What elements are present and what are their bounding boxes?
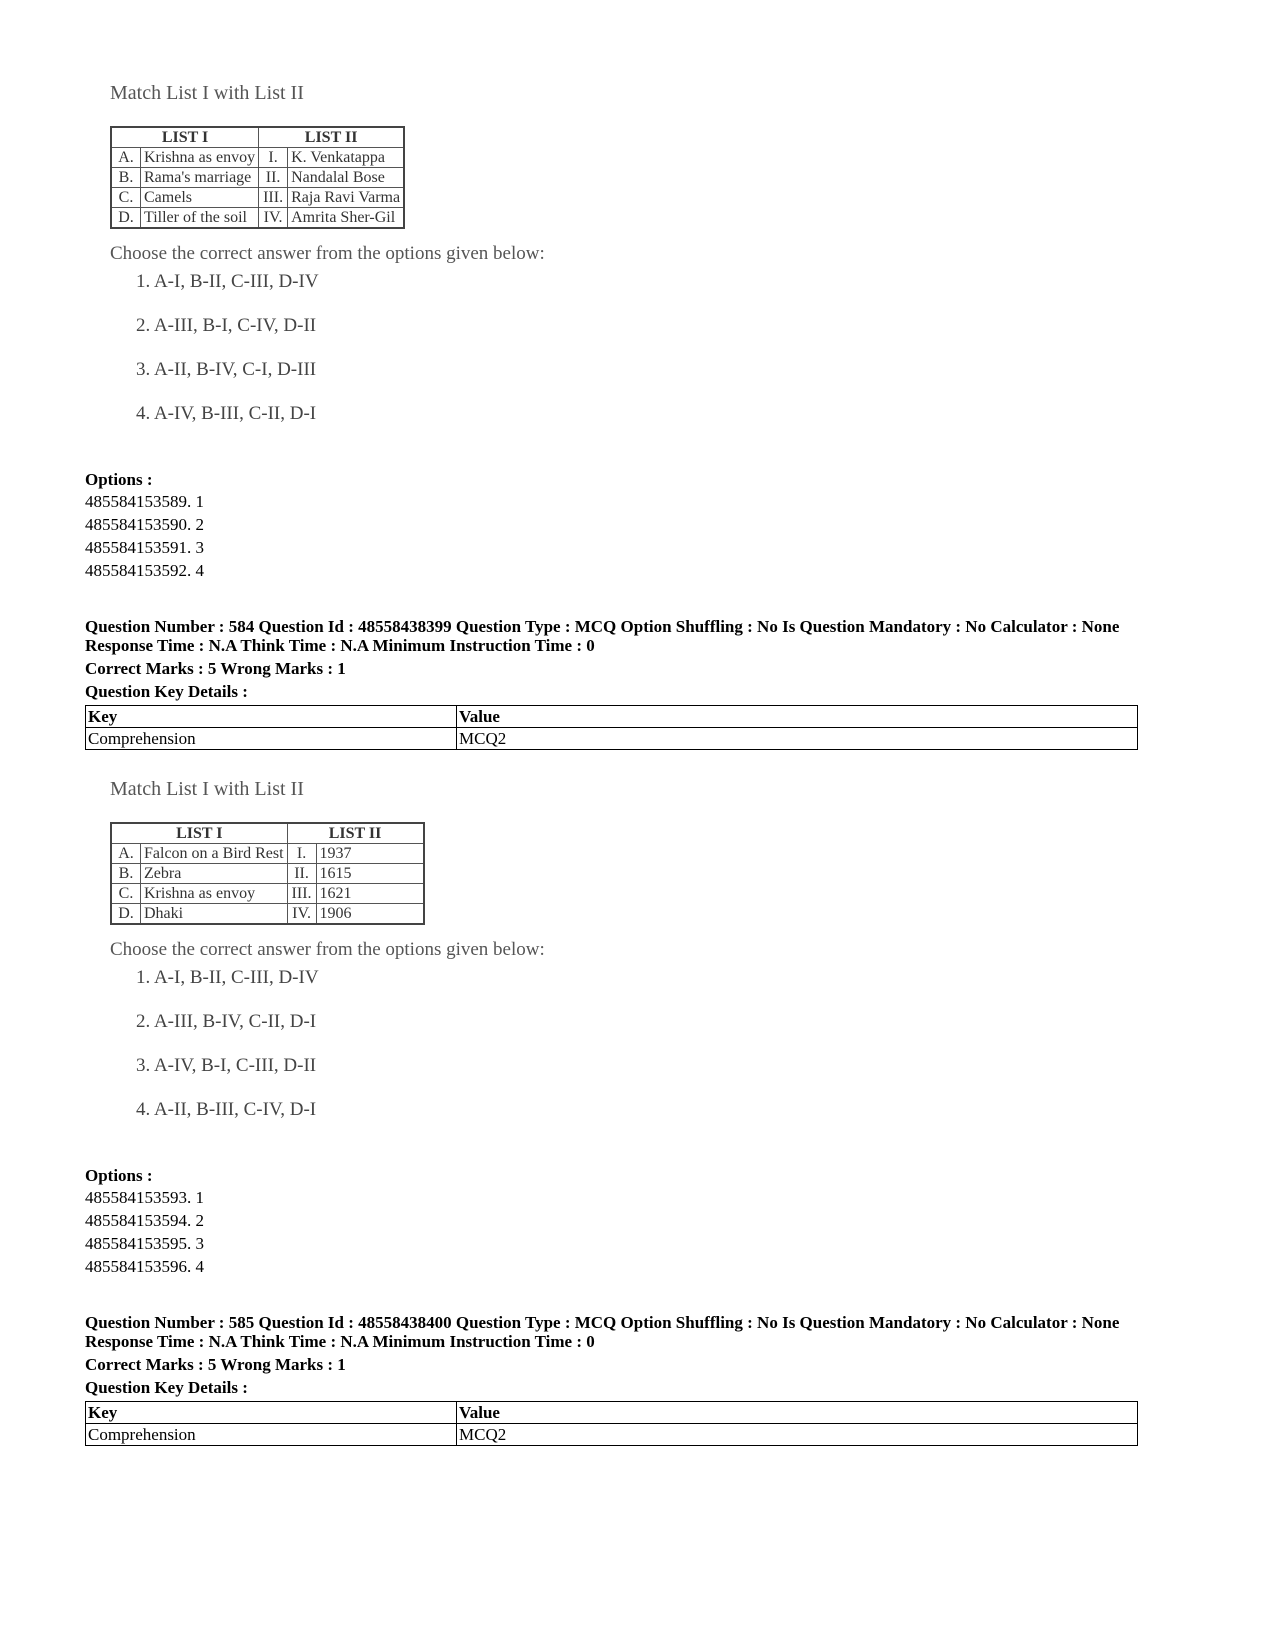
table-header-row: LIST I LIST II [111, 823, 424, 844]
match-table [110, 126, 405, 229]
options-label: Options : [85, 1166, 153, 1185]
answer-choice: 3. A-II, B-IV, C-I, D-III [136, 359, 317, 380]
key-details-label: Question Key Details : [85, 1378, 248, 1397]
option-item: 485584153590. 2 [85, 515, 204, 534]
table-row: C. Camels III. Raja Ravi Varma [111, 188, 404, 208]
choose-instruction: Choose the correct answer from the options given below: [110, 243, 545, 264]
option-item: 485584153592. 4 [85, 561, 204, 580]
question-image-2 [110, 778, 580, 1141]
table-header-row: Key Value [86, 706, 1138, 728]
match-intro: Match List I with List II [110, 82, 304, 104]
table-row: Comprehension MCQ2 [86, 728, 1138, 750]
question-meta-line: Response Time : N.A Think Time : N.A Minimum Instruction Time : 0 [85, 636, 595, 655]
answer-choice: 1. A-I, B-II, C-III, D-IV [136, 967, 319, 988]
question-meta-585 [85, 1313, 1145, 1397]
marks-line: Correct Marks : 5 Wrong Marks : 1 [85, 1355, 346, 1374]
marks-line: Correct Marks : 5 Wrong Marks : 1 [85, 659, 346, 678]
question-image-1 [110, 82, 580, 445]
match-table [110, 822, 425, 925]
table-row: A. Falcon on a Bird Rest I. 1937 [111, 844, 424, 864]
table-header-row: LIST I LIST II [111, 127, 404, 148]
answer-choice: 2. A-III, B-I, C-IV, D-II [136, 315, 317, 336]
choose-instruction: Choose the correct answer from the options given below: [110, 939, 545, 960]
table-row: A. Krishna as envoy I. K. Venkatappa [111, 148, 404, 168]
option-item: 485584153589. 1 [85, 492, 204, 511]
answer-choice: 4. A-IV, B-III, C-II, D-I [136, 403, 317, 424]
option-item: 485584153594. 2 [85, 1211, 204, 1230]
question-meta-line: Question Number : 584 Question Id : 48558438399 Question Type : MCQ Option Shuffling : No Is Question Mandatory : No Calculator : None [85, 617, 1120, 636]
table-row: C. Krishna as envoy III. 1621 [111, 884, 424, 904]
option-item: 485584153596. 4 [85, 1257, 204, 1276]
key-details-label: Question Key Details : [85, 682, 248, 701]
options-section-2 [85, 1166, 204, 1278]
key-table-584 [85, 705, 1138, 750]
table-row: B. Zebra II. 1615 [111, 864, 424, 884]
match-intro: Match List I with List II [110, 778, 304, 800]
option-item: 485584153593. 1 [85, 1188, 204, 1207]
table-row: D. Tiller of the soil IV. Amrita Sher-Gil [111, 208, 404, 229]
table-row: D. Dhaki IV. 1906 [111, 904, 424, 925]
question-meta-line: Response Time : N.A Think Time : N.A Minimum Instruction Time : 0 [85, 1332, 595, 1351]
answer-choice: 3. A-IV, B-I, C-III, D-II [136, 1055, 317, 1076]
option-item: 485584153595. 3 [85, 1234, 204, 1253]
table-row: Comprehension MCQ2 [86, 1424, 1138, 1446]
option-item: 485584153591. 3 [85, 538, 204, 557]
answer-choice: 1. A-I, B-II, C-III, D-IV [136, 271, 319, 292]
answer-choice: 2. A-III, B-IV, C-II, D-I [136, 1011, 317, 1032]
answer-choice: 4. A-II, B-III, C-IV, D-I [136, 1099, 317, 1120]
table-header-row: Key Value [86, 1402, 1138, 1424]
question-meta-584 [85, 617, 1145, 701]
table-row: B. Rama's marriage II. Nandalal Bose [111, 168, 404, 188]
question-meta-line: Question Number : 585 Question Id : 48558438400 Question Type : MCQ Option Shuffling : No Is Question Mandatory : No Calculator : None [85, 1313, 1120, 1332]
options-section-1 [85, 470, 204, 582]
options-label: Options : [85, 470, 153, 489]
key-table-585 [85, 1401, 1138, 1446]
